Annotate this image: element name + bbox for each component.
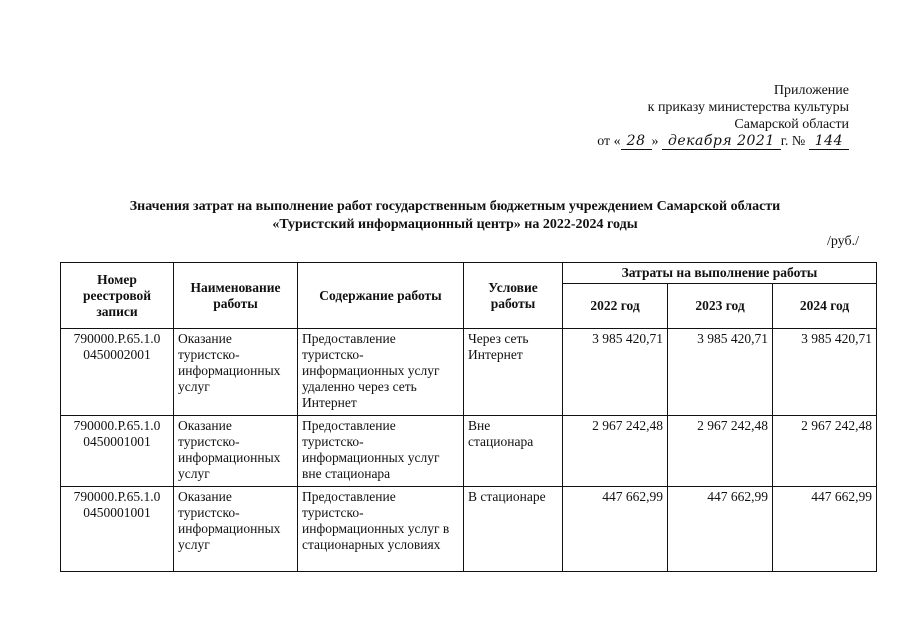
cell-cost-2023: 447 662,99	[668, 487, 773, 572]
cell-cost-2024: 3 985 420,71	[773, 329, 877, 416]
table-row	[61, 416, 877, 487]
table-row	[61, 487, 877, 572]
header-work-condition: Условие работы	[464, 263, 563, 329]
cell-work-condition: Через сеть Интернет	[464, 329, 563, 416]
date-day-handwritten: 28	[621, 133, 652, 150]
cell-cost-2022: 2 967 242,48	[563, 416, 668, 487]
document-title	[60, 198, 850, 234]
title-line-2: «Туристский информационный центр» на 2022-2024 годы	[272, 217, 638, 232]
date-prefix: от «	[597, 134, 621, 149]
cell-work-name: Оказание туристско-информационных услуг	[174, 487, 298, 572]
cell-work-name: Оказание туристско-информационных услуг	[174, 329, 298, 416]
cell-cost-2023: 3 985 420,71	[668, 329, 773, 416]
cell-registry-number: 790000.Р.65.1.0 0450001001	[61, 416, 174, 487]
order-number-handwritten: 144	[809, 133, 849, 150]
header-year-2022: 2022 год	[563, 284, 668, 329]
cell-work-condition: В стационаре	[464, 487, 563, 572]
cell-work-content: Предоставление туристско-информационных услуг удаленно через сеть Интернет	[298, 329, 464, 416]
cell-cost-2022: 447 662,99	[563, 487, 668, 572]
header-work-name: Наименование работы	[174, 263, 298, 329]
cell-work-content: Предоставление туристско-информационных услуг вне стационара	[298, 416, 464, 487]
cell-work-content: Предоставление туристско-информационных услуг в стационарных условиях	[298, 487, 464, 572]
appendix-line-2: к приказу министерства культуры	[647, 100, 849, 115]
appendix-block	[597, 82, 849, 150]
table-row	[61, 329, 877, 416]
table-header-row	[61, 263, 877, 284]
number-prefix: г. №	[780, 134, 806, 149]
order-date-line	[597, 133, 849, 150]
header-costs-group: Затраты на выполнение работы	[563, 263, 877, 284]
appendix-line-3: Самарской области	[734, 117, 849, 132]
header-registry-number: Номер реестровой записи	[61, 263, 174, 329]
date-mid: »	[651, 134, 659, 149]
header-work-content: Содержание работы	[298, 263, 464, 329]
title-line-1: Значения затрат на выполнение работ государственным бюджетным учреждением Самарской области	[129, 199, 781, 214]
header-year-2023: 2023 год	[668, 284, 773, 329]
appendix-line-1: Приложение	[773, 83, 849, 98]
header-year-2024: 2024 год	[773, 284, 877, 329]
currency-unit: /руб./	[826, 234, 859, 249]
costs-table	[60, 262, 877, 572]
cell-registry-number: 790000.Р.65.1.0 0450002001	[61, 329, 174, 416]
cell-cost-2023: 2 967 242,48	[668, 416, 773, 487]
cell-work-name: Оказание туристско-информационных услуг	[174, 416, 298, 487]
cell-cost-2024: 447 662,99	[773, 487, 877, 572]
cell-work-condition: Вне стационара	[464, 416, 563, 487]
cell-registry-number: 790000.Р.65.1.0 0450001001	[61, 487, 174, 572]
cell-cost-2024: 2 967 242,48	[773, 416, 877, 487]
date-month-year-handwritten: декабря 2021	[662, 133, 781, 150]
cell-cost-2022: 3 985 420,71	[563, 329, 668, 416]
